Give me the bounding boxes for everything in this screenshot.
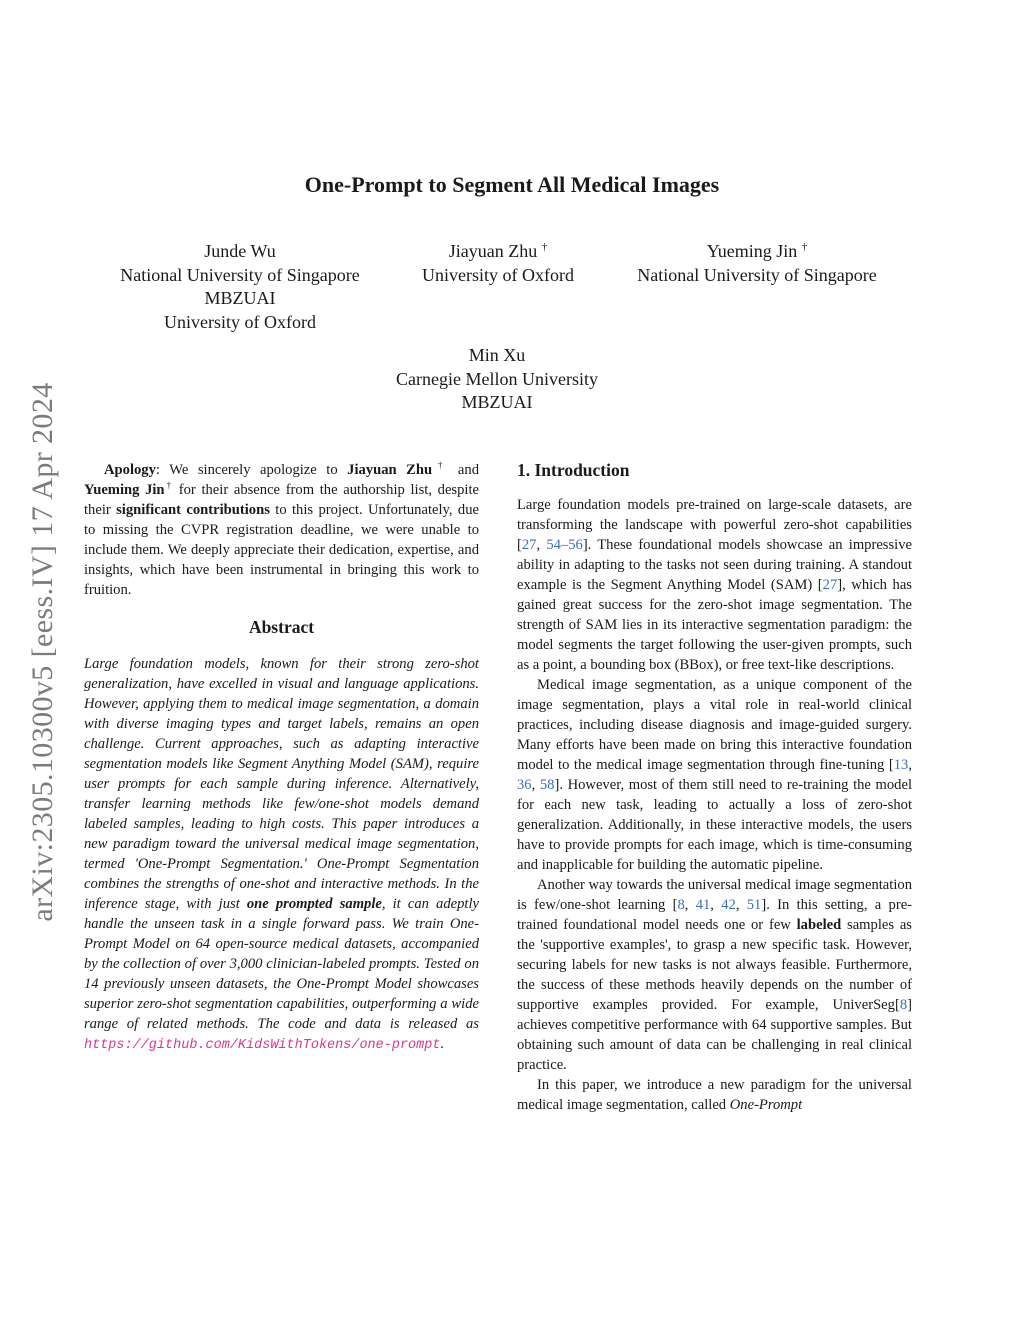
dagger-mark: † xyxy=(541,241,548,253)
code-link[interactable]: https://github.com/KidsWithTokens/one-prompt xyxy=(84,1038,441,1053)
intro-paragraph: Large foundation models pre-trained on large-scale datasets, are transforming the landscape with powerful zero-shot capabilities [27, 54–56]. These foundational models showcase an impressive ability in adapting to the tasks not seen during training. A standout example is the Segment Anything Model (SAM) [27], which has gained great success for the zero-shot image segmentation. The strength of SAM lies in its interactive segmentation paradigm: the model segments the target following the user-given prompts, such as a point, a bounding box (BBox), or free text-like descriptions. xyxy=(517,497,912,673)
author-affiliation: National University of Singapore xyxy=(637,264,877,285)
intro-paragraph: In this paper, we introduce a new paradigm for the universal medical image segmentation, called One-Prompt xyxy=(517,1077,912,1113)
author-block xyxy=(362,344,632,415)
abstract-heading: Abstract xyxy=(248,617,315,637)
author-block xyxy=(100,240,380,334)
author-affiliation: Carnegie Mellon University xyxy=(396,368,598,389)
citation-link[interactable]: 41 xyxy=(695,897,711,913)
right-column xyxy=(517,460,912,1115)
intro-paragraph: Another way towards the universal medical image segmentation is few/one-shot learning [8, 41, 42, 51]. In this setting, a pre-trained foundational model needs one or few labeled samples as the 'supportive examples', to grasp a new specific task. However, securing labels for new tasks is not always feasible. Furthermore, the success of these methods heavily depends on the number of supportive examples provided. For example, UniverSeg[8] achieves competitive performance with 64 supportive samples. But obtaining such amount of data can be challenging in real clinical practice. xyxy=(517,877,913,1073)
citation-link[interactable]: 51 xyxy=(746,897,762,913)
author-affiliation: MBZUAI xyxy=(204,288,276,308)
citation-link[interactable]: 42 xyxy=(721,897,736,913)
citation-link[interactable]: 58 xyxy=(539,777,555,793)
author-block xyxy=(617,240,897,287)
citation-link[interactable]: 8 xyxy=(899,997,908,1013)
author-name: Jiayuan Zhu † xyxy=(448,241,548,261)
citation-link[interactable]: 36 xyxy=(517,777,532,793)
section-heading: 1. Introduction xyxy=(517,460,630,480)
paper-title: One-Prompt to Segment All Medical Images xyxy=(304,172,720,197)
arxiv-identifier: arXiv:2305.10300v5 [eess.IV] 17 Apr 2024 xyxy=(26,382,59,922)
author-name: Junde Wu xyxy=(204,241,276,261)
citation-link[interactable]: 8 xyxy=(677,897,685,913)
author-block xyxy=(398,240,598,287)
left-column xyxy=(84,460,479,1056)
author-name: Yueming Jin † xyxy=(706,241,808,261)
abstract-paragraph: Large foundation models, known for their strong zero-shot generalization, have excelled in visual and language applications. However, applying them to medical image segmentation, a domain with diverse imaging types and target labels, remains an open challenge. Current approaches, such as adapting interactive segmentation models like Segment Anything Model (SAM), require user prompts for each sample during inference. Alternatively, transfer learning methods like few/one-shot models demand labeled samples, leading to high costs. This paper introduces a new paradigm toward the universal medical image segmentation, termed 'One-Prompt Segmentation.' One-Prompt Segmentation combines the strengths of one-shot and interactive methods. In the inference stage, with just one prompted sample, it can adeptly handle the unseen task in a single forward pass. We train One-Prompt Model on 64 open-source medical datasets, accompanied by the collection of over 3,000 clinician-labeled prompts. Tested on 14 previously unseen datasets, the One-Prompt Model showcases superior zero-shot segmentation capabilities, outperforming a wide range of related methods. The code and data is released as https://github.com/KidsWithTokens/one-prompt. xyxy=(84,656,479,1053)
apology-paragraph: Apology: We sincerely apologize to Jiayuan Zhu† and Yueming Jin† for their absence from the authorship list, despite their significant contributions to this project. Unfortunately, due to missing the CVPR registration deadline, we were unable to include them. We deeply appreciate their dedication, expertise, and insights, which have been instrumental in bringing this work to fruition. xyxy=(84,460,480,598)
intro-paragraph: Medical image segmentation, as a unique component of the image segmentation, plays a vital role in real-world clinical practices, including disease diagnosis and image-guided surgery. Many efforts have been made on bring this interactive foundation model to the medical image segmentation through fine-tuning [13, 36, 58]. However, most of them still need to re-training the model for each new task, leading to actually a loss of zero-shot generalization. Additionally, in these interactive models, the users have to provide prompts for each image, which is time-consuming and inapplicable for building the automatic pipeline. xyxy=(517,677,912,873)
citation-link[interactable]: 27 xyxy=(822,577,838,593)
author-affiliation: University of Oxford xyxy=(422,264,574,285)
author-affiliation: MBZUAI xyxy=(461,392,533,412)
author-affiliation: National University of Singapore xyxy=(120,264,360,285)
citation-link[interactable]: 27 xyxy=(521,537,537,553)
citation-link[interactable]: 54–56 xyxy=(546,537,583,553)
citation-link[interactable]: 13 xyxy=(893,757,909,773)
author-affiliation: University of Oxford xyxy=(164,311,316,332)
dagger-mark: † xyxy=(801,241,808,253)
author-name: Min Xu xyxy=(468,345,526,365)
